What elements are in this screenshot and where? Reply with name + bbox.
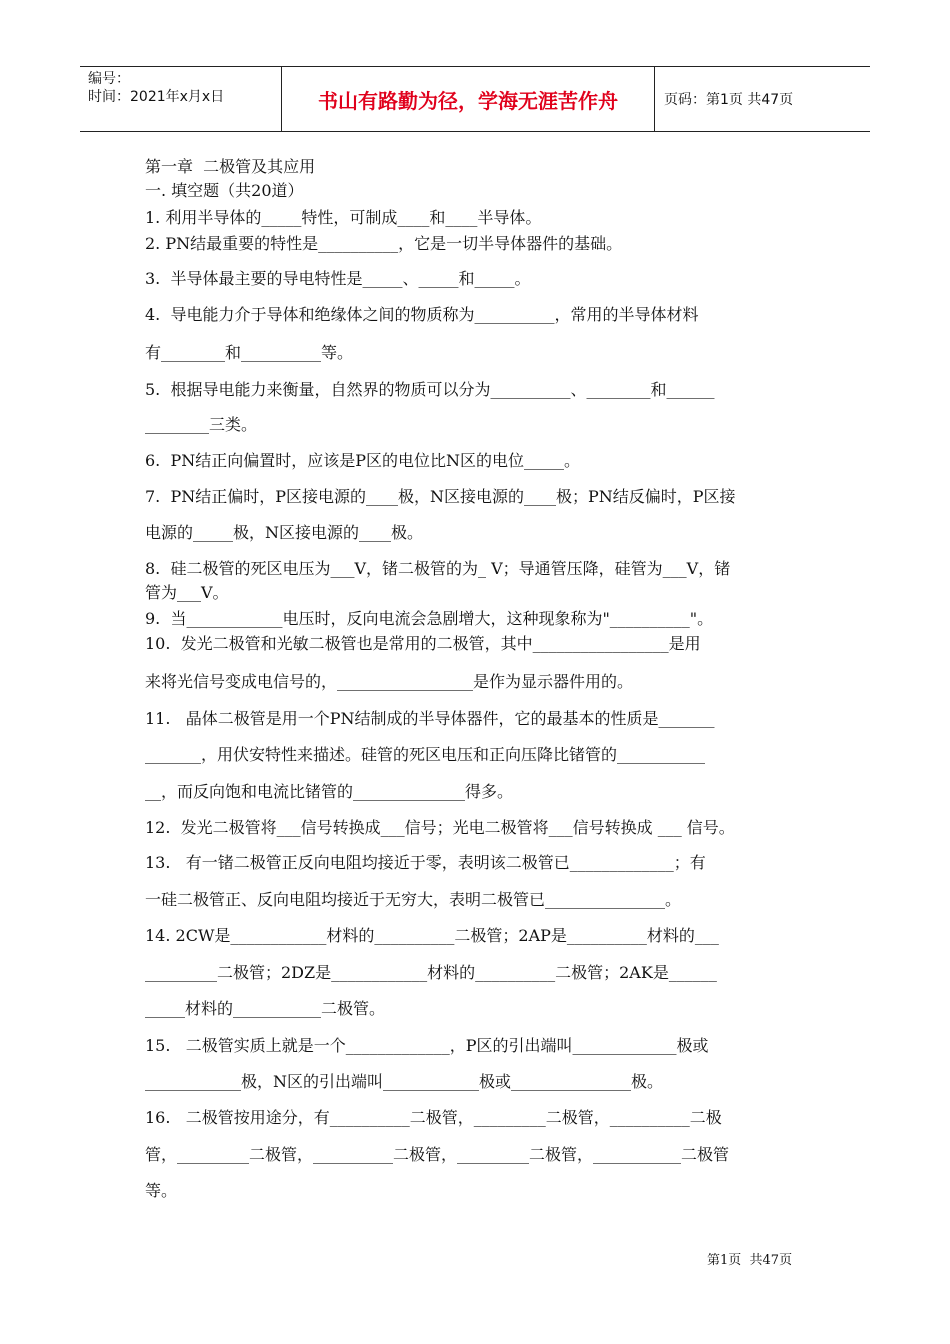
time-label: 时间：2021年x月x日	[88, 89, 225, 105]
question-line: _________二极管；2DZ是____________材料的__________二极管；2AK是______	[145, 963, 717, 982]
question-line: 6. PN结正向偏置时，应该是P区的电位比N区的电位_____。	[145, 451, 580, 470]
header-motto: 书山有路勤为径，学海无涯苦作舟	[282, 67, 655, 131]
number-label: 编号：	[88, 71, 130, 87]
document-header	[80, 66, 870, 132]
question-line: 等。	[145, 1181, 178, 1200]
header-meta	[80, 67, 282, 131]
question-line: 14. 2CW是____________材料的__________二极管；2AP是__________材料的___	[145, 926, 719, 945]
question-line: ________三类。	[145, 415, 258, 434]
question-line: 1. 利用半导体的_____特性，可制成____和____半导体。	[145, 208, 542, 227]
section-title: 一. 填空题（共20道）	[145, 181, 304, 200]
question-line: 9. 当____________电压时，反向电流会急剧增大，这种现象称为"__________"。	[145, 609, 714, 628]
question-line: 4. 导电能力介于导体和绝缘体之间的物质称为__________，常用的半导体材料	[145, 305, 699, 324]
question-line: 2. PN结最重要的特性是__________，它是一切半导体器件的基础。	[145, 234, 623, 253]
question-line: 7. PN结正偏时，P区接电源的____极，N区接电源的____极；PN结反偏时，P区接	[145, 487, 736, 506]
question-line: 16. 二极管按用途分，有__________二极管，_________二极管，__________二极	[145, 1108, 722, 1127]
question-line: 一硅二极管正、反向电阻均接近于无穷大，表明二极管已_______________。	[145, 890, 682, 909]
question-line: 13. 有一锗二极管正反向电阻均接近于零，表明该二极管已_____________；有	[145, 853, 706, 872]
question-line: 12. 发光二极管将___信号转换成___信号；光电二极管将___信号转换成 ___ 信号。	[145, 818, 735, 837]
chapter-title: 第一章 二极管及其应用	[145, 157, 316, 176]
question-line: 5. 根据导电能力来衡量，自然界的物质可以分为__________、________和______	[145, 380, 715, 399]
question-line: 来将光信号变成电信号的，_________________是作为显示器件用的。	[145, 672, 634, 691]
question-line: ____________极，N区的引出端叫____________极或_______________极。	[145, 1072, 664, 1091]
question-line: 15. 二极管实质上就是一个_____________，P区的引出端叫_____________极或	[145, 1036, 709, 1055]
question-line: 管，_________二极管，__________二极管，_________二极管，___________二极管	[145, 1145, 730, 1164]
question-line: __，而反向饱和电流比锗管的______________得多。	[145, 782, 514, 801]
question-line: 管为___V。	[145, 583, 229, 602]
question-line: 3. 半导体最主要的导电特性是_____、_____和_____。	[145, 269, 531, 288]
question-line: _______，用伏安特性来描述。硅管的死区电压和正向压降比锗管的___________	[145, 745, 706, 764]
page-footer: 第1页 共47页	[707, 1253, 793, 1268]
question-line: 8. 硅二极管的死区电压为___V，锗二极管的为_ V；导通管压降，硅管为___V，锗	[145, 559, 731, 578]
question-line: 11. 晶体二极管是用一个PN结制成的半导体器件，它的最基本的性质是_______	[145, 709, 715, 728]
question-line: _____材料的___________二极管。	[145, 999, 386, 1018]
header-page-info: 页码：第1页 共47页	[664, 92, 794, 108]
question-line: 有________和__________等。	[145, 343, 354, 362]
question-line: 10. 发光二极管和光敏二极管也是常用的二极管，其中_________________是用	[145, 634, 701, 653]
question-line: 电源的_____极，N区接电源的____极。	[145, 523, 424, 542]
